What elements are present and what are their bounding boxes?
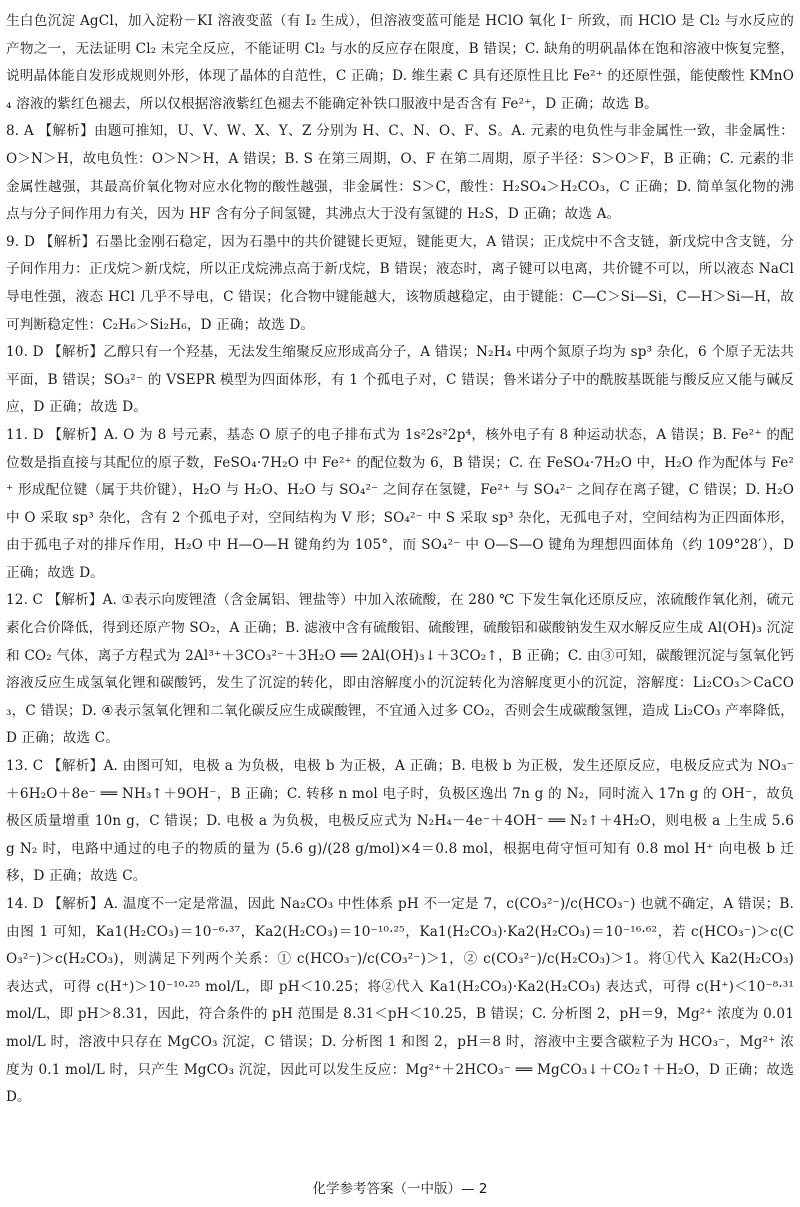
answer-9: 9. D 【解析】石墨比金刚石稳定，因为石墨中的共价键键长更短，键能更大，A 错误；正戊烷中不含支链，新戊烷中含支链，分子间作用力：正戊烷＞新戊烷，所以正戊烷沸点高于新戊烷，B 错误；液态时，离子键可以电离，共价键不可以，所以液态 NaCl 导电性强，液态 HCl 几乎不导电，C 错误；化合物中键能越大，该物质越稳定，由于键能：C—C＞Si—Si，C—H＞Si—H，故可判断稳定性：C₂H₆＞Si₂H₆，D 正确；故选 D。 — [6, 233, 794, 333]
answer-13: 13. C 【解析】A. 由图可知，电极 a 为负极，电极 b 为正极，A 正确；B. 电极 b 为正极，发生还原反应，电极反应式为 NO₃⁻＋6H₂O＋8e⁻ ══ NH₃↑＋9OH⁻，B 正确；C. 转移 n mol 电子时，负极区逸出 7n g 的 N₂，同时流入 17n g 的 OH⁻，故负极区质量增重 10n g，C 错误；D. 电极 a 为负极，电极反应式为 N₂H₄－4e⁻＋4OH⁻ ══ N₂↑＋4H₂O，则电极 a 上生成 5.6 g N₂ 时，电路中通过的电子的物质的量为 (5.6 g)/(28 g/mol)×4＝0.8 mol，根据电荷守恒可知有 0.8 mol H⁺ 向电极 b 迁移，D 正确；故选 C。 — [6, 758, 794, 885]
answer-10: 10. D 【解析】乙醇只有一个羟基，无法发生缩聚反应形成高分子，A 错误；N₂H₄ 中两个氮原子均为 sp³ 杂化，6 个原子无法共平面，B 错误；SO₃²⁻ 的 VSEPR 模型为四面体形，有 1 个孤电子对，C 错误；鲁米诺分子中的酰胺基既能与酸反应又能与碱反应，D 正确；故选 D。 — [6, 344, 794, 416]
answer-8: 8. A 【解析】由题可推知，U、V、W、X、Y、Z 分别为 H、C、N、O、F、S。A. 元素的电负性与非金属性一致，非金属性：O＞N＞H，故电负性：O＞N＞H，A 错误；B. S 在第三周期，O、F 在第二周期，原子半径：S＞O＞F，B 正确；C. 元素的非金属性越强，其最高价氧化物对应水化物的酸性越强，非金属性：S＞C，酸性：H₂SO₄＞H₂CO₃，C 正确；D. 简单氢化物的沸点与分子间作用力有关，因为 HF 含有分子间氢键，其沸点大于没有氢键的 H₂S，D 正确；故选 A。 — [6, 123, 794, 223]
page-footer: 化学参考答案（一中版）— 2 — [312, 1181, 488, 1197]
answer-7-continuation: 生白色沉淀 AgCl，加入淀粉－KI 溶液变蓝（有 I₂ 生成），但溶液变蓝可能是 HClO 氧化 I⁻ 所致，而 HClO 是 Cl₂ 与水反应的产物之一，无法证明 Cl₂ 未完全反应，不能证明 Cl₂ 与水的反应存在限度，B 错误；C. 缺角的明矾晶体在饱和溶液中恢复完整，说明晶体能自发形成规则外形，体现了晶体的自范性，C 正确；D. 维生素 C 具有还原性且比 Fe²⁺ 的还原性强，能使酸性 KMnO₄ 溶液的紫红色褪去，所以仅根据溶液紫红色褪去不能确定补铁口服液中是否含有 Fe²⁺，D 正确；故选 B。 — [6, 13, 794, 112]
answer-page — [6, 8, 794, 1112]
answer-11: 11. D 【解析】A. O 为 8 号元素，基态 O 原子的电子排布式为 1s²2s²2p⁴，核外电子有 8 种运动状态，A 错误；B. Fe²⁺ 的配位数是指直接与其配位的原子数，FeSO₄·7H₂O 中 Fe²⁺ 的配位数为 6，B 错误；C. 在 FeSO₄·7H₂O 中，H₂O 作为配体与 Fe²⁺ 形成配位键（属于共价键），H₂O 与 H₂O、H₂O 与 SO₄²⁻ 之间存在氢键，Fe²⁺ 与 SO₄²⁻ 之间存在离子键，C 错误；D. H₂O 中 O 采取 sp³ 杂化，含有 2 个孤电子对，空间结构为 V 形；SO₄²⁻ 中 S 采取 sp³ 杂化，无孤电子对，空间结构为正四面体形，由于孤电子对的排斥作用，H₂O 中 H—O—H 键角约为 105°，而 SO₄²⁻ 中 O—S—O 键角为理想四面体角（约 109°28′），D 正确；故选 D。 — [6, 426, 794, 581]
answer-12: 12. C 【解析】A. ①表示向废锂渣（含金属铝、锂盐等）中加入浓硫酸，在 280 ℃ 下发生氧化还原反应，浓硫酸作氧化剂，硫元素化合价降低，得到还原产物 SO₂，A 正确；B. 滤液中含有硫酸铝、硫酸锂，硫酸铝和碳酸钠发生双水解反应生成 Al(OH)₃ 沉淀和 CO₂ 气体，离子方程式为 2Al³⁺＋3CO₃²⁻＋3H₂O ══ 2Al(OH)₃↓＋3CO₂↑，B 正确；C. 由③可知，碳酸锂沉淀与氢氧化钙溶液反应生成氢氧化锂和碳酸钙，发生了沉淀的转化，即由溶解度小的沉淀转化为溶解度更小的沉淀，溶解度：Li₂CO₃＞CaCO₃，C 错误；D. ④表示氢氧化锂和二氧化碳反应生成碳酸锂，不宜通入过多 CO₂，否则会生成碳酸氢锂，造成 Li₂CO₃ 产率降低，D 正确；故选 C。 — [6, 592, 794, 747]
answer-14: 14. D 【解析】A. 温度不一定是常温，因此 Na₂CO₃ 中性体系 pH 不一定是 7，c(CO₃²⁻)/c(HCO₃⁻) 也就不确定，A 错误；B. 由图 1 可知，Ka1(H₂CO₃)＝10⁻⁶·³⁷，Ka2(H₂CO₃)＝10⁻¹⁰·²⁵，Ka1(H₂CO₃)·Ka2(H₂CO₃)＝10⁻¹⁶·⁶²，若 c(HCO₃⁻)＞c(CO₃²⁻)＞c(H₂CO₃)，则满足下列两个关系：① c(HCO₃⁻)/c(CO₃²⁻)＞1，② c(CO₃²⁻)/c(H₂CO₃)＞1。将①代入 Ka2(H₂CO₃) 表达式，可得 c(H⁺)＞10⁻¹⁰·²⁵ mol/L，即 pH＜10.25；将②代入 Ka1(H₂CO₃)·Ka2(H₂CO₃) 表达式，可得 c(H⁺)＜10⁻⁸·³¹ mol/L，即 pH＞8.31，因此，符合条件的 pH 范围是 8.31＜pH＜10.25，B 错误；C. 分析图 2，pH＝9，Mg²⁺ 浓度为 0.01 mol/L 时，溶液中只存在 MgCO₃ 沉淀，C 错误；D. 分析图 1 和图 2，pH＝8 时，溶液中主要含碳粒子为 HCO₃⁻，Mg²⁺ 浓度为 0.1 mol/L 时，只产生 MgCO₃ 沉淀，因此可以发生反应：Mg²⁺＋2HCO₃⁻ ══ MgCO₃↓＋CO₂↑＋H₂O，D 正确；故选 D。 — [6, 896, 794, 1106]
